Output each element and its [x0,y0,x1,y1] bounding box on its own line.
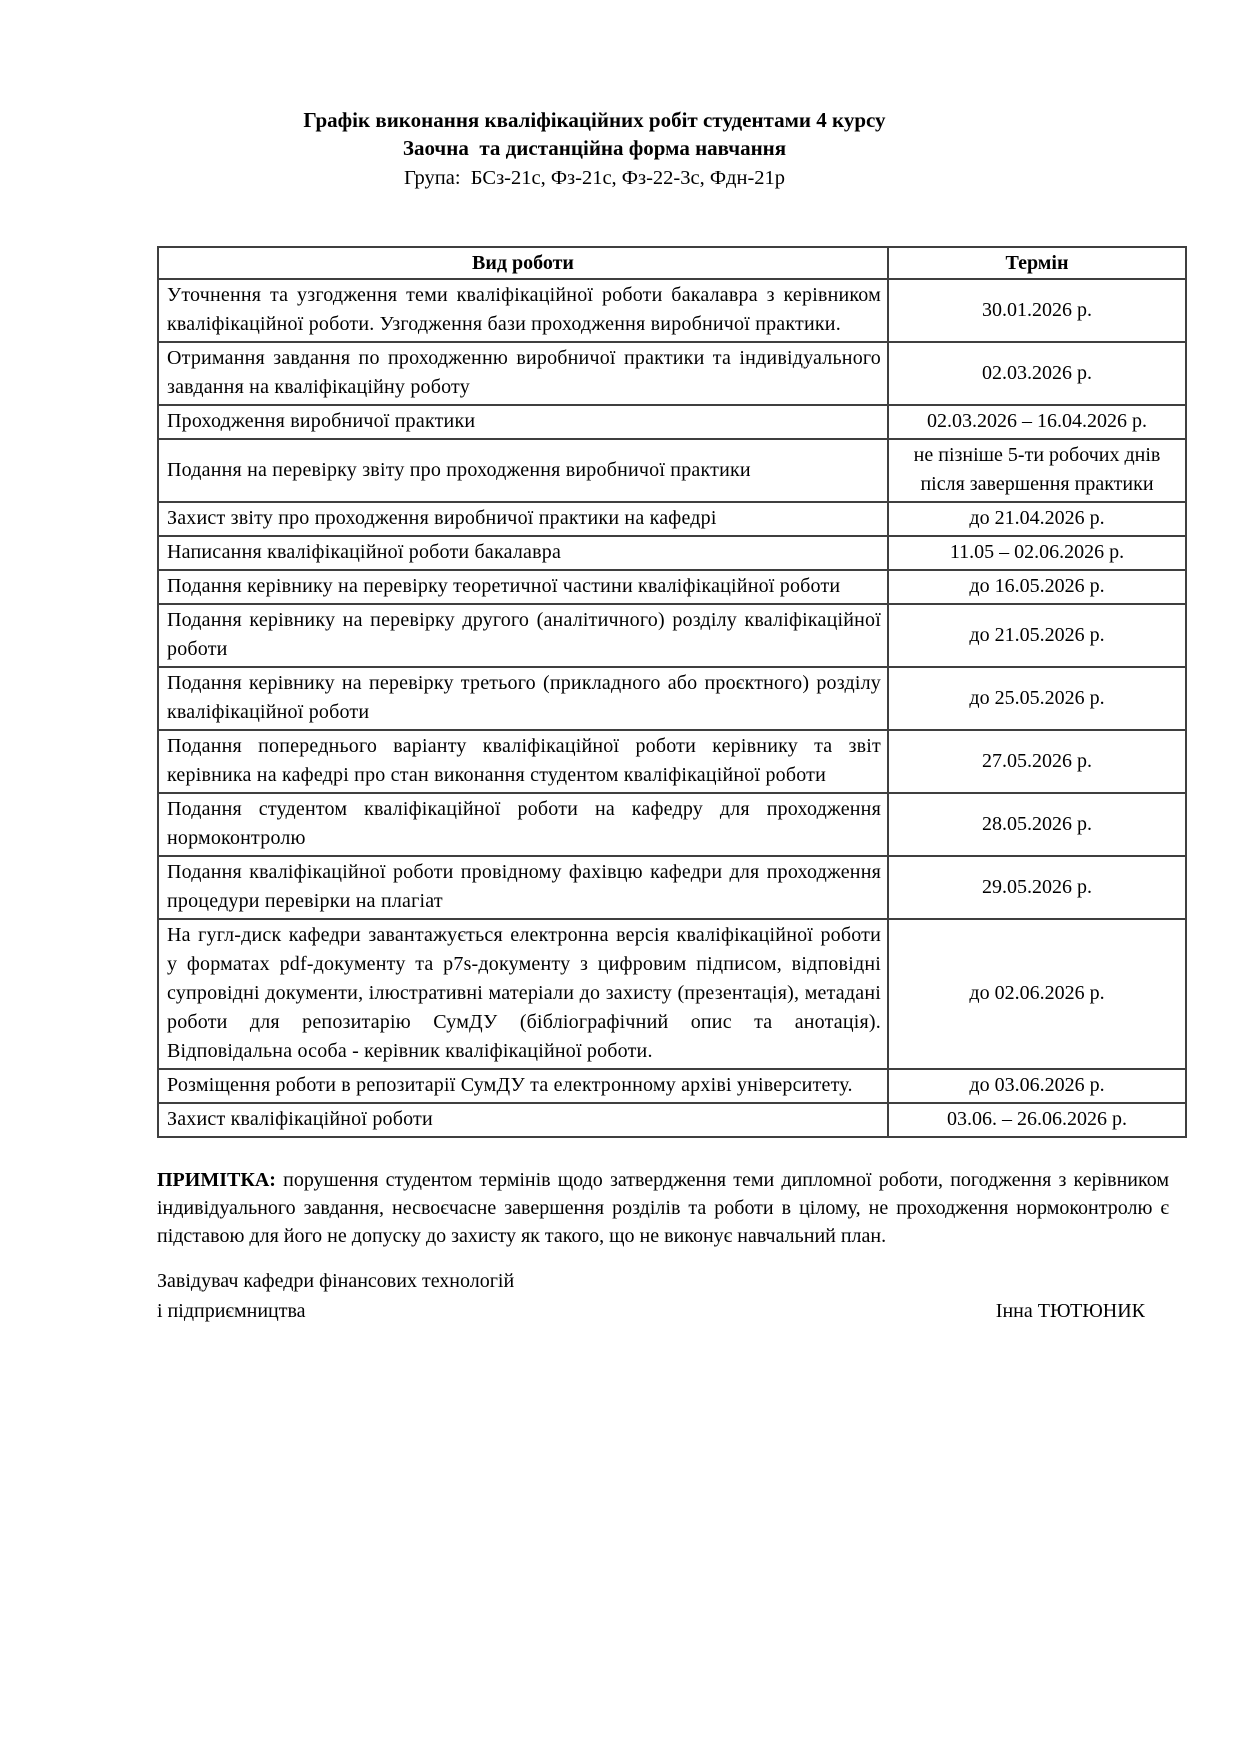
work-cell: Написання кваліфікаційної роботи бакалавра [158,536,888,570]
term-cell: 30.01.2026 р. [888,279,1186,342]
table-row [158,536,1186,570]
table-row [158,279,1186,342]
table-row [158,1069,1186,1103]
note-text: порушення студентом термінів щодо затвердження теми дипломної роботи, погодження з керівником індивідуального завдання, несвоєчасне завершення розділів та роботи в цілому, не проходження нормоконтролю є підставою для його не допуску до захисту як такого, що не виконує навчальний план. [157,1169,1169,1247]
term-cell: 02.03.2026 – 16.04.2026 р. [888,405,1186,439]
table-row [158,1103,1186,1137]
term-cell: 28.05.2026 р. [888,793,1186,856]
signature-position [157,1266,514,1326]
term-cell: 11.05 – 02.06.2026 р. [888,536,1186,570]
signature-position-line2: і підприємництва [157,1300,306,1322]
page-title-group-line: Група: БСз-21с, Фз-21с, Фз-22-3с, Фдн-21р [403,167,786,189]
work-cell: Подання попереднього варіанту кваліфікаційної роботи керівнику та звіт керівника на кафедрі про стан виконання студентом кваліфікаційної роботи [158,730,888,793]
signature-position-line1: Завідувач кафедри фінансових технологій [157,1270,515,1292]
work-cell: На гугл-диск кафедри завантажується електронна версія кваліфікаційної роботи у форматах pdf-документу та p7s-документу з цифровим підписом, відповідні супровідні документи, ілюстративні матеріали до захисту (презентація), метадані роботи для репозитарію СумДУ (бібліографічний опис та анотація). Відповідальна особа - керівник кваліфікаційної роботи. [158,919,888,1069]
term-cell: не пізніше 5-ти робочих днів після завершення практики [888,439,1186,502]
term-cell: 29.05.2026 р. [888,856,1186,919]
signature-block [157,1266,1185,1326]
table-row [158,667,1186,730]
table-row [158,856,1186,919]
work-cell: Захист звіту про проходження виробничої практики на кафедрі [158,502,888,536]
note-label: ПРИМІТКА: [157,1169,276,1191]
column-header-work: Вид роботи [158,247,888,279]
table-row [158,604,1186,667]
term-cell: до 02.06.2026 р. [888,919,1186,1069]
page-title-line2: Заочна та дистанційна форма навчання [402,136,787,160]
term-cell: до 16.05.2026 р. [888,570,1186,604]
work-cell: Розміщення роботи в репозитарії СумДУ та електронному архіві університету. [158,1069,888,1103]
work-cell: Захист кваліфікаційної роботи [158,1103,888,1137]
table-row [158,502,1186,536]
table-row [158,919,1186,1069]
page-title-line1: Графік виконання кваліфікаційних робіт студентами 4 курсу [303,108,886,132]
work-cell: Подання керівнику на перевірку теоретичної частини кваліфікаційної роботи [158,570,888,604]
term-cell: 03.06. – 26.06.2026 р. [888,1103,1186,1137]
note-paragraph [157,1166,1169,1250]
table-row [158,405,1186,439]
column-header-term: Термін [888,247,1186,279]
table-row [158,342,1186,405]
schedule-table-body [158,279,1186,1137]
table-header-row [158,247,1186,279]
term-cell: до 21.04.2026 р. [888,502,1186,536]
work-cell: Подання студентом кваліфікаційної роботи на кафедру для проходження нормоконтролю [158,793,888,856]
term-cell: 02.03.2026 р. [888,342,1186,405]
table-row [158,439,1186,502]
work-cell: Подання на перевірку звіту про проходження виробничої практики [158,439,888,502]
table-row [158,793,1186,856]
work-cell: Подання керівнику на перевірку третього (прикладного або проєктного) розділу кваліфікаційної роботи [158,667,888,730]
term-cell: до 25.05.2026 р. [888,667,1186,730]
work-cell: Проходження виробничої практики [158,405,888,439]
term-cell: до 21.05.2026 р. [888,604,1186,667]
term-cell: 27.05.2026 р. [888,730,1186,793]
table-row [158,730,1186,793]
schedule-table [157,246,1187,1138]
work-cell: Отримання завдання по проходженню виробничої практики та індивідуального завдання на кваліфікаційну роботу [158,342,888,405]
work-cell: Уточнення та узгодження теми кваліфікаційної роботи бакалавра з керівником кваліфікаційної роботи. Узгодження бази проходження виробничої практики. [158,279,888,342]
table-row [158,570,1186,604]
work-cell: Подання керівнику на перевірку другого (аналітичного) розділу кваліфікаційної роботи [158,604,888,667]
term-cell: до 03.06.2026 р. [888,1069,1186,1103]
title-block [157,106,1032,192]
work-cell: Подання кваліфікаційної роботи провідному фахівцю кафедри для проходження процедури перевірки на плагіат [158,856,888,919]
signature-name: Інна ТЮТЮНИК [995,1300,1145,1322]
